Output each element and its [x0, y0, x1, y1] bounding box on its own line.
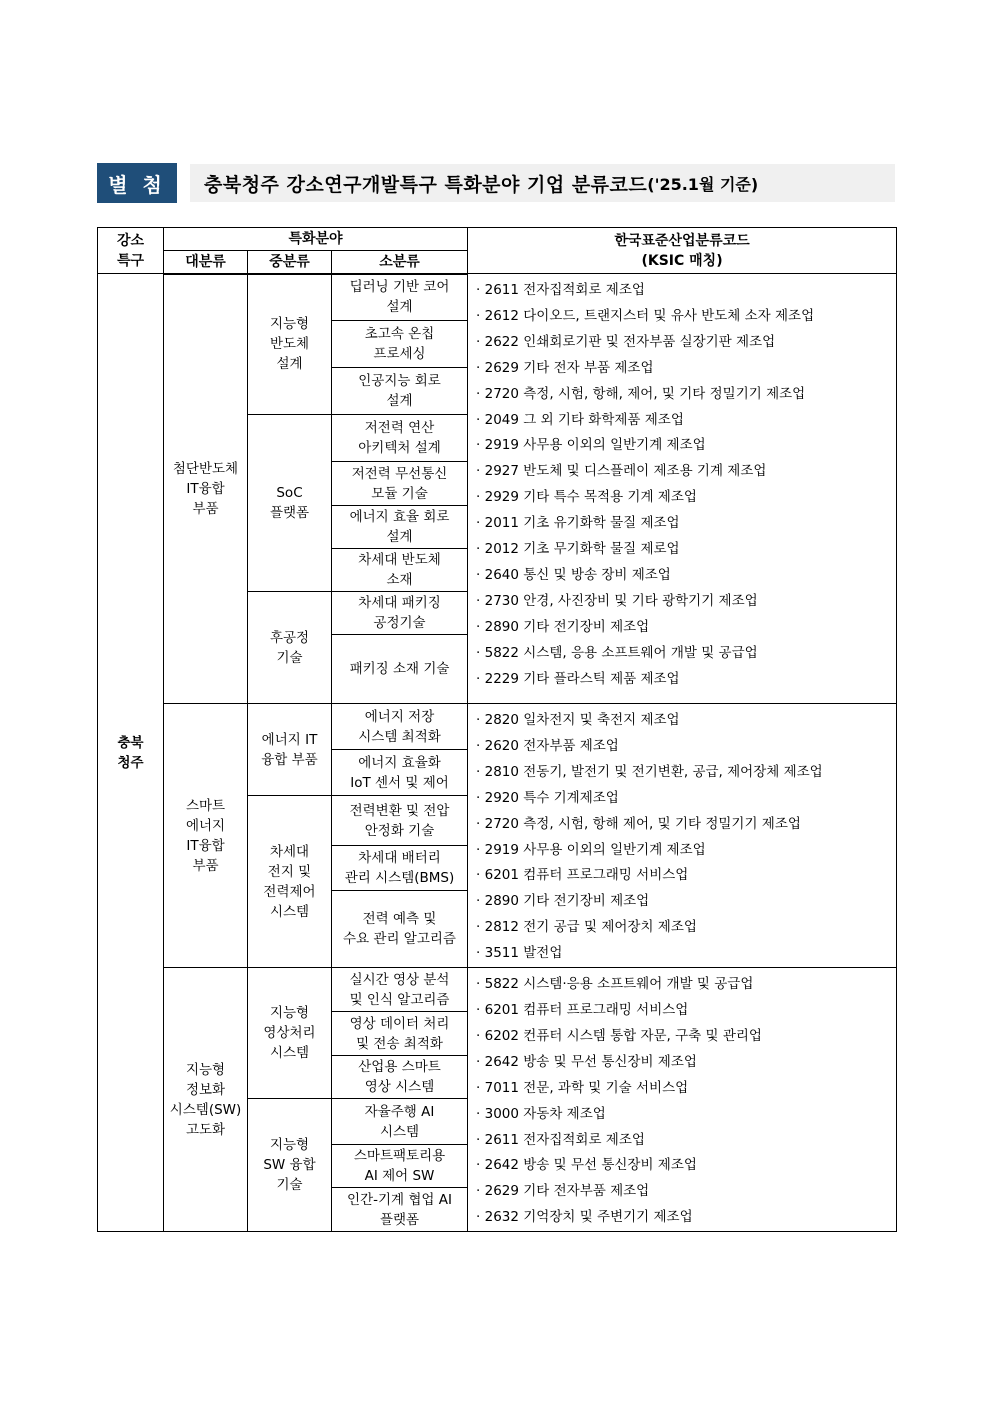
- minor-line: 프로세싱: [373, 346, 426, 362]
- header-field: 특화분야: [164, 228, 468, 251]
- minor-line: 설계: [386, 529, 413, 545]
- mid-category: [248, 274, 332, 415]
- major-line: 스마트: [185, 797, 226, 814]
- ksic-code: · 2720 측정, 시험, 항해, 제어, 및 기타 정밀기기 제조업: [476, 385, 806, 402]
- minor-line: 차세대 패키징: [358, 595, 441, 611]
- minor-line: 자율주행 AI: [364, 1103, 435, 1120]
- minor-category: [332, 506, 468, 549]
- ksic-code: · 2611 전자집적회로 제조업: [476, 282, 645, 298]
- header-code-line: (KSIC 매칭): [641, 252, 723, 269]
- ksic-code: · 5822 시스템, 응용 소프트웨어 개발 및 공급업: [476, 644, 758, 661]
- ksic-code: · 5822 시스템·응용 소프트웨어 개발 및 공급업: [476, 976, 754, 993]
- mid-category: [248, 968, 332, 1099]
- mid-category: [248, 796, 332, 968]
- ksic-code: · 2720 측정, 시험, 항해 제어, 및 기타 정밀기기 제조업: [476, 815, 801, 832]
- ksic-code: · 6202 컨퓨터 시스템 통합 자문, 구축 및 관리업: [476, 1027, 762, 1044]
- ksic-code: · 2920 특수 기계제조업: [476, 789, 619, 806]
- mid-category: [248, 704, 332, 796]
- minor-category: [332, 1056, 468, 1099]
- minor-category: [332, 415, 468, 462]
- ksic-code: · 6201 컴퓨터 프로그래밍 서비스업: [476, 1001, 689, 1018]
- minor-line: 수요 관리 알고리즘: [343, 931, 456, 948]
- minor-category: [332, 321, 468, 368]
- major-line: 지능형: [185, 1061, 226, 1078]
- mid-line: 지능형: [269, 1005, 310, 1022]
- header-code-line: 한국표준산업분류코드: [614, 232, 750, 249]
- mid-line: 전지 및: [267, 863, 312, 880]
- minor-category: [332, 1188, 468, 1232]
- mid-line: 플랫폼: [269, 505, 310, 521]
- ksic-code: · 2622 인쇄회로기판 및 전자부품 실장기판 제조업: [476, 333, 776, 350]
- mid-category: [248, 592, 332, 704]
- minor-line: 인공지능 회로: [358, 373, 441, 389]
- header-code: [468, 228, 897, 274]
- minor-line: 플랫폼: [379, 1211, 420, 1228]
- minor-line: 초고속 온칩: [364, 326, 435, 342]
- ksic-code: · 2919 사무용 이외의 일반기계 제조업: [476, 841, 706, 858]
- ksic-code: · 2629 기타 전자 부품 제조업: [476, 359, 654, 376]
- minor-line: 시스템: [379, 1123, 420, 1140]
- ksic-code: · 2890 기타 전기장비 제조업: [476, 893, 650, 910]
- ksic-code: · 2919 사무용 이외의 일반기계 제조업: [476, 437, 706, 454]
- major-category: [164, 274, 248, 704]
- minor-line: 차세대 배터리: [358, 850, 441, 867]
- ksic-code: · 2929 기타 특수 목적용 기계 제조업: [476, 489, 697, 506]
- ksic-code: · 2812 전기 공급 및 제어장치 제조업: [476, 919, 697, 936]
- minor-line: 및 전송 최적화: [356, 1035, 443, 1052]
- header-region: [98, 228, 164, 274]
- major-line: IT융합: [186, 837, 225, 854]
- minor-line: 저전력 무선통신: [351, 465, 448, 482]
- major-line: 고도화: [185, 1121, 226, 1138]
- title-date: ('25.1월 기준): [647, 174, 759, 194]
- ksic-code-list: [468, 704, 897, 968]
- minor-category: [332, 1012, 468, 1056]
- major-category: [164, 968, 248, 1232]
- mid-line: 융합 부품: [261, 751, 318, 768]
- minor-line: 아키텍처 설계: [358, 440, 441, 456]
- minor-line: 산업용 스마트: [358, 1059, 441, 1076]
- minor-line: 모듈 기술: [371, 485, 428, 502]
- ksic-code-list: [468, 968, 897, 1232]
- header-major: 대분류: [164, 251, 248, 274]
- mid-line: SoC: [276, 485, 303, 501]
- minor-line: 저전력 연산: [364, 420, 435, 436]
- minor-category: [332, 368, 468, 415]
- ksic-code: · 3511 발전업: [476, 945, 563, 962]
- ksic-code: · 2730 안경, 사진장비 및 기타 광학기기 제조업: [476, 592, 758, 609]
- region-cell: [98, 274, 164, 1232]
- classification-table: [97, 227, 897, 1232]
- mid-line: 영상처리: [263, 1025, 316, 1042]
- mid-line: 기술: [276, 1177, 303, 1194]
- ksic-code: · 2642 방송 및 무선 통신장비 제조업: [476, 1157, 697, 1174]
- minor-line: 에너지 효율 회로: [349, 509, 450, 525]
- ksic-code: · 2629 기타 전자부품 제조업: [476, 1183, 650, 1200]
- ksic-code: · 2820 일차전지 및 축전지 제조업: [476, 712, 680, 728]
- mid-line: 전력제어: [263, 883, 316, 900]
- attachment-badge: 별 첨: [97, 163, 177, 203]
- ksic-code: · 3000 자동차 제조업: [476, 1105, 606, 1122]
- header-minor: 소분류: [332, 251, 468, 274]
- ksic-code: · 7011 전문, 과학 및 기술 서비스업: [476, 1079, 689, 1096]
- major-line: 부품: [192, 857, 219, 874]
- minor-line: 소재: [386, 572, 413, 588]
- mid-line: 지능형: [269, 1137, 310, 1154]
- ksic-code: · 2640 통신 및 방송 장비 제조업: [476, 566, 671, 583]
- ksic-code: · 2632 기억장치 및 주변기기 제조업: [476, 1209, 693, 1226]
- mid-line: 시스템: [269, 1045, 310, 1062]
- minor-category: [332, 846, 468, 891]
- region-line: 청주: [117, 754, 144, 771]
- header-region-line: 특구: [116, 252, 145, 269]
- ksic-code: · 2642 방송 및 무선 통신장비 제조업: [476, 1053, 697, 1070]
- minor-category: [332, 635, 468, 704]
- minor-line: 인간-기계 협업 AI: [347, 1191, 452, 1208]
- mid-line: SW 융합: [263, 1157, 316, 1174]
- minor-line: 딥러닝 기반 코어: [349, 279, 450, 296]
- minor-line: 공정기술: [373, 615, 426, 631]
- minor-line: IoT 센서 및 제어: [350, 774, 449, 791]
- minor-line: 전력 예측 및: [362, 911, 437, 928]
- minor-line: 안정화 기술: [364, 822, 435, 839]
- major-line: 정보화: [185, 1081, 226, 1098]
- ksic-code: · 6201 컴퓨터 프로그래밍 서비스업: [476, 867, 689, 884]
- ksic-code: · 2890 기타 전기장비 제조업: [476, 618, 650, 635]
- ksic-code: · 2927 반도체 및 디스플레이 제조용 기계 제조업: [476, 463, 767, 480]
- minor-line: AI 제어 SW: [364, 1168, 435, 1185]
- major-line: 에너지: [185, 817, 226, 834]
- minor-category: [332, 1099, 468, 1145]
- major-line: 부품: [192, 500, 219, 517]
- mid-line: 차세대: [269, 843, 310, 860]
- ksic-code: · 2229 기타 플라스틱 제품 제조업: [476, 670, 680, 687]
- minor-line: 차세대 반도체: [358, 552, 441, 568]
- minor-line: 및 인식 알고리즘: [349, 991, 450, 1008]
- minor-line: 관리 시스템(BMS): [344, 870, 455, 887]
- mid-category: [248, 1099, 332, 1232]
- minor-line: 스마트팩토리용: [353, 1148, 446, 1165]
- minor-category: [332, 968, 468, 1012]
- mid-line: 반도체: [269, 336, 310, 353]
- ksic-code-list: [468, 274, 897, 704]
- region-line: 충북: [117, 734, 144, 751]
- minor-category: [332, 274, 468, 321]
- minor-line: 에너지 저장: [364, 708, 435, 725]
- major-line: 시스템(SW): [169, 1101, 242, 1118]
- minor-category: [332, 462, 468, 506]
- minor-line: 설계: [386, 393, 413, 409]
- mid-line: 설계: [276, 356, 303, 373]
- major-line: 첨단반도체: [172, 460, 239, 477]
- ksic-code: · 2012 기초 무기화학 물질 제로업: [476, 541, 680, 558]
- minor-category: [332, 796, 468, 846]
- ksic-code: · 2620 전자부품 제조업: [476, 737, 619, 754]
- minor-line: 에너지 효율화: [358, 754, 441, 771]
- minor-line: 영상 시스템: [364, 1079, 435, 1096]
- mid-line: 에너지 IT: [261, 731, 318, 748]
- mid-line: 후공정: [269, 629, 310, 646]
- ksic-code: · 2049 그 외 기타 화학제품 제조업: [476, 411, 684, 428]
- mid-line: 기술: [276, 649, 303, 666]
- ksic-code: · 2810 전동기, 발전기 및 전기변환, 공급, 제어장체 제조업: [476, 763, 823, 780]
- mid-line: 시스템: [269, 903, 310, 920]
- header-region-line: 강소: [116, 232, 145, 249]
- minor-line: 시스템 최적화: [358, 728, 441, 745]
- minor-category: [332, 704, 468, 750]
- ksic-code: · 2611 전자집적회로 제조업: [476, 1131, 645, 1148]
- minor-category: [332, 1145, 468, 1188]
- minor-line: 영상 데이터 처리: [349, 1015, 450, 1032]
- minor-category: [332, 549, 468, 592]
- major-line: IT융합: [186, 480, 225, 497]
- minor-category: [332, 750, 468, 796]
- title-bar: [97, 163, 895, 203]
- minor-line: 실시간 영상 분석: [349, 971, 450, 988]
- minor-line: 설계: [386, 299, 413, 316]
- minor-category: [332, 592, 468, 635]
- title-box: [190, 164, 895, 202]
- minor-line: 전력변환 및 전압: [349, 802, 450, 819]
- mid-category: [248, 415, 332, 592]
- major-category: [164, 704, 248, 968]
- page-title: 충북청주 강소연구개발특구 특화분야 기업 분류코드: [204, 173, 648, 196]
- mid-line: 지능형: [269, 316, 310, 333]
- ksic-code: · 2011 기초 유기화학 물질 제조업: [476, 515, 680, 532]
- minor-line: 패키징 소재 기술: [349, 661, 450, 677]
- minor-category: [332, 891, 468, 968]
- ksic-code: · 2612 다이오드, 트랜지스터 및 유사 반도체 소자 제조업: [476, 307, 815, 324]
- header-mid: 중분류: [248, 251, 332, 274]
